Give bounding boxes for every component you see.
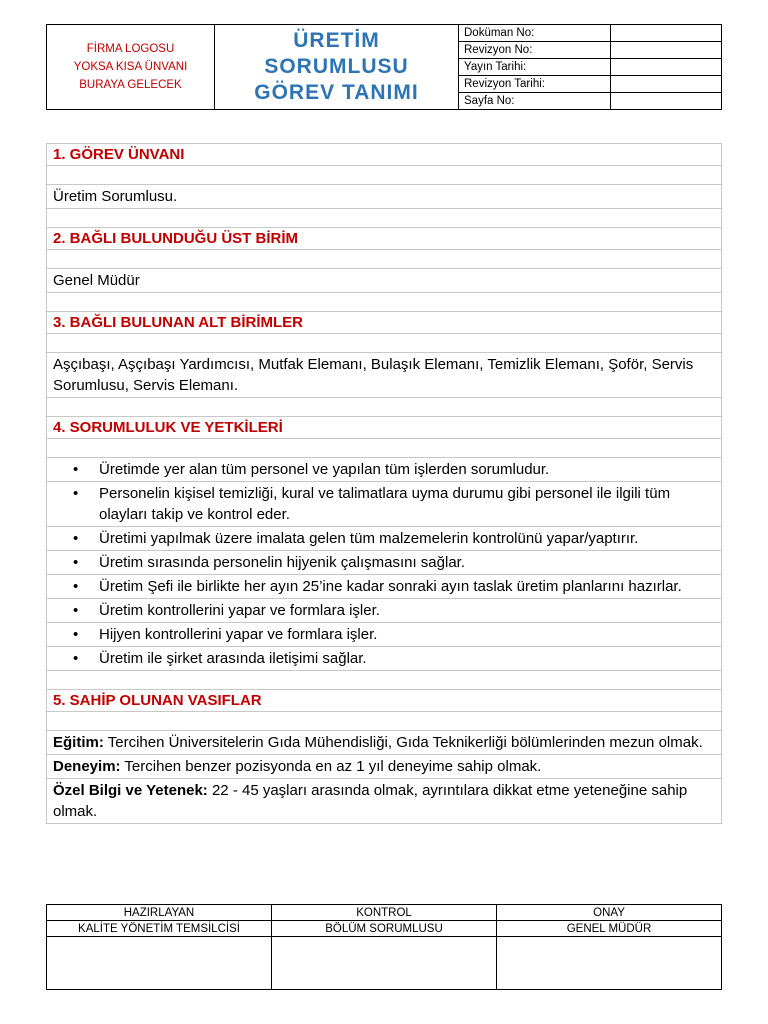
bullet-text: Üretim sırasında personelin hijyenik çalışmasını sağlar. <box>99 554 465 571</box>
bullet-item <box>47 623 722 647</box>
approval-role: KALİTE YÖNETİM TEMSİLCİSİ <box>47 921 272 937</box>
section-text: Genel Müdür <box>47 269 722 293</box>
qualification-label: Deneyim: <box>53 758 121 775</box>
spacer-row <box>47 398 722 417</box>
meta-row <box>459 42 721 59</box>
logo-line: BURAYA GELECEK <box>79 79 182 91</box>
bullet-icon: • <box>73 578 79 595</box>
document-title <box>215 25 459 109</box>
spacer-row <box>47 166 722 185</box>
document-meta-table <box>459 25 721 109</box>
approval-header: HAZIRLAYAN <box>47 905 272 921</box>
title-line: GÖREV TANIMI <box>254 81 419 104</box>
bullet-icon: • <box>73 461 79 478</box>
bullet-item <box>47 599 722 623</box>
bullet-icon: • <box>73 530 79 547</box>
bullet-text: Hijyen kontrollerini yapar ve formlara işler. <box>99 626 378 643</box>
qualification-label: Eğitim: <box>53 734 104 751</box>
qualification-label: Özel Bilgi ve Yetenek: <box>53 782 208 799</box>
qualification-item <box>47 731 722 755</box>
section-text: Üretim Sorumlusu. <box>47 185 722 209</box>
section-heading: 5. SAHİP OLUNAN VASIFLAR <box>47 690 722 712</box>
bullet-item <box>47 458 722 482</box>
bullet-text: Üretimde yer alan tüm personel ve yapılan tüm işlerden sorumludur. <box>99 461 550 478</box>
spacer-row <box>47 250 722 269</box>
section-heading: 3. BAĞLI BULUNAN ALT BİRİMLER <box>47 312 722 334</box>
spacer-row <box>47 671 722 690</box>
meta-row <box>459 59 721 76</box>
bullet-item <box>47 527 722 551</box>
meta-value <box>611 93 721 109</box>
signature-cell[interactable] <box>47 937 272 990</box>
approval-role: BÖLÜM SORUMLUSU <box>272 921 497 937</box>
meta-value <box>611 76 721 92</box>
spacer-row <box>47 293 722 312</box>
company-logo-placeholder <box>47 25 215 109</box>
logo-line: YOKSA KISA ÜNVANI <box>73 61 188 73</box>
section-heading: 1. GÖREV ÜNVANI <box>47 144 722 166</box>
bullet-icon: • <box>73 554 79 571</box>
spacer-row <box>47 439 722 458</box>
title-line: SORUMLUSU <box>264 55 409 78</box>
bullet-text: Personelin kişisel temizliği, kural ve talimatlara uyma durumu gibi personel ile ilgili tüm olayları takip ve kontrol eder. <box>99 485 671 523</box>
spacer-row <box>47 334 722 353</box>
section-text: Aşçıbaşı, Aşçıbaşı Yardımcısı, Mutfak Elemanı, Bulaşık Elemanı, Temizlik Elemanı, Şoför, Servis Sorumlusu, Servis Elemanı. <box>47 353 722 398</box>
bullet-icon: • <box>73 485 79 502</box>
logo-line: FİRMA LOGOSU <box>86 43 175 55</box>
bullet-text: Üretim kontrollerini yapar ve formlara işler. <box>99 602 380 619</box>
meta-row <box>459 93 721 109</box>
meta-label: Yayın Tarihi: <box>459 59 611 75</box>
spacer-row <box>47 712 722 731</box>
bullet-item <box>47 482 722 527</box>
bullet-text: Üretim ile şirket arasında iletişimi sağlar. <box>99 650 367 667</box>
meta-label: Sayfa No: <box>459 93 611 109</box>
approval-header: ONAY <box>497 905 722 921</box>
meta-value <box>611 42 721 58</box>
section-heading: 2. BAĞLI BULUNDUĞU ÜST BİRİM <box>47 228 722 250</box>
meta-value <box>611 25 721 41</box>
bullet-item <box>47 551 722 575</box>
approval-table <box>46 904 722 990</box>
document-header <box>46 24 722 110</box>
qualification-text: Tercihen benzer pozisyonda en az 1 yıl deneyime sahip olmak. <box>120 758 542 775</box>
approval-header: KONTROL <box>272 905 497 921</box>
meta-label: Revizyon No: <box>459 42 611 58</box>
signature-cell[interactable] <box>497 937 722 990</box>
meta-row <box>459 76 721 93</box>
qualification-item <box>47 779 722 824</box>
bullet-item <box>47 575 722 599</box>
qualification-text: 22 - 45 yaşları arasında olmak, ayrıntılara dikkat etme yeteneğine sahip olmak. <box>53 782 688 820</box>
meta-label: Revizyon Tarihi: <box>459 76 611 92</box>
qualification-text: Tercihen Üniversitelerin Gıda Mühendisliği, Gıda Teknikerliği bölümlerinden mezun olmak. <box>103 734 703 751</box>
qualification-item <box>47 755 722 779</box>
bullet-icon: • <box>73 650 79 667</box>
meta-value <box>611 59 721 75</box>
job-description-table <box>46 143 722 824</box>
bullet-icon: • <box>73 626 79 643</box>
bullet-item <box>47 647 722 671</box>
meta-label: Doküman No: <box>459 25 611 41</box>
signature-cell[interactable] <box>272 937 497 990</box>
bullet-text: Üretim Şefi ile birlikte her ayın 25’ine kadar sonraki ayın taslak üretim planlarını hazırlar. <box>99 578 682 595</box>
approval-role: GENEL MÜDÜR <box>497 921 722 937</box>
section-heading: 4. SORUMLULUK VE YETKİLERİ <box>47 417 722 439</box>
spacer-row <box>47 209 722 228</box>
meta-row <box>459 25 721 42</box>
bullet-text: Üretimi yapılmak üzere imalata gelen tüm malzemelerin kontrolünü yapar/yaptırır. <box>99 530 639 547</box>
title-line: ÜRETİM <box>293 29 380 52</box>
bullet-icon: • <box>73 602 79 619</box>
